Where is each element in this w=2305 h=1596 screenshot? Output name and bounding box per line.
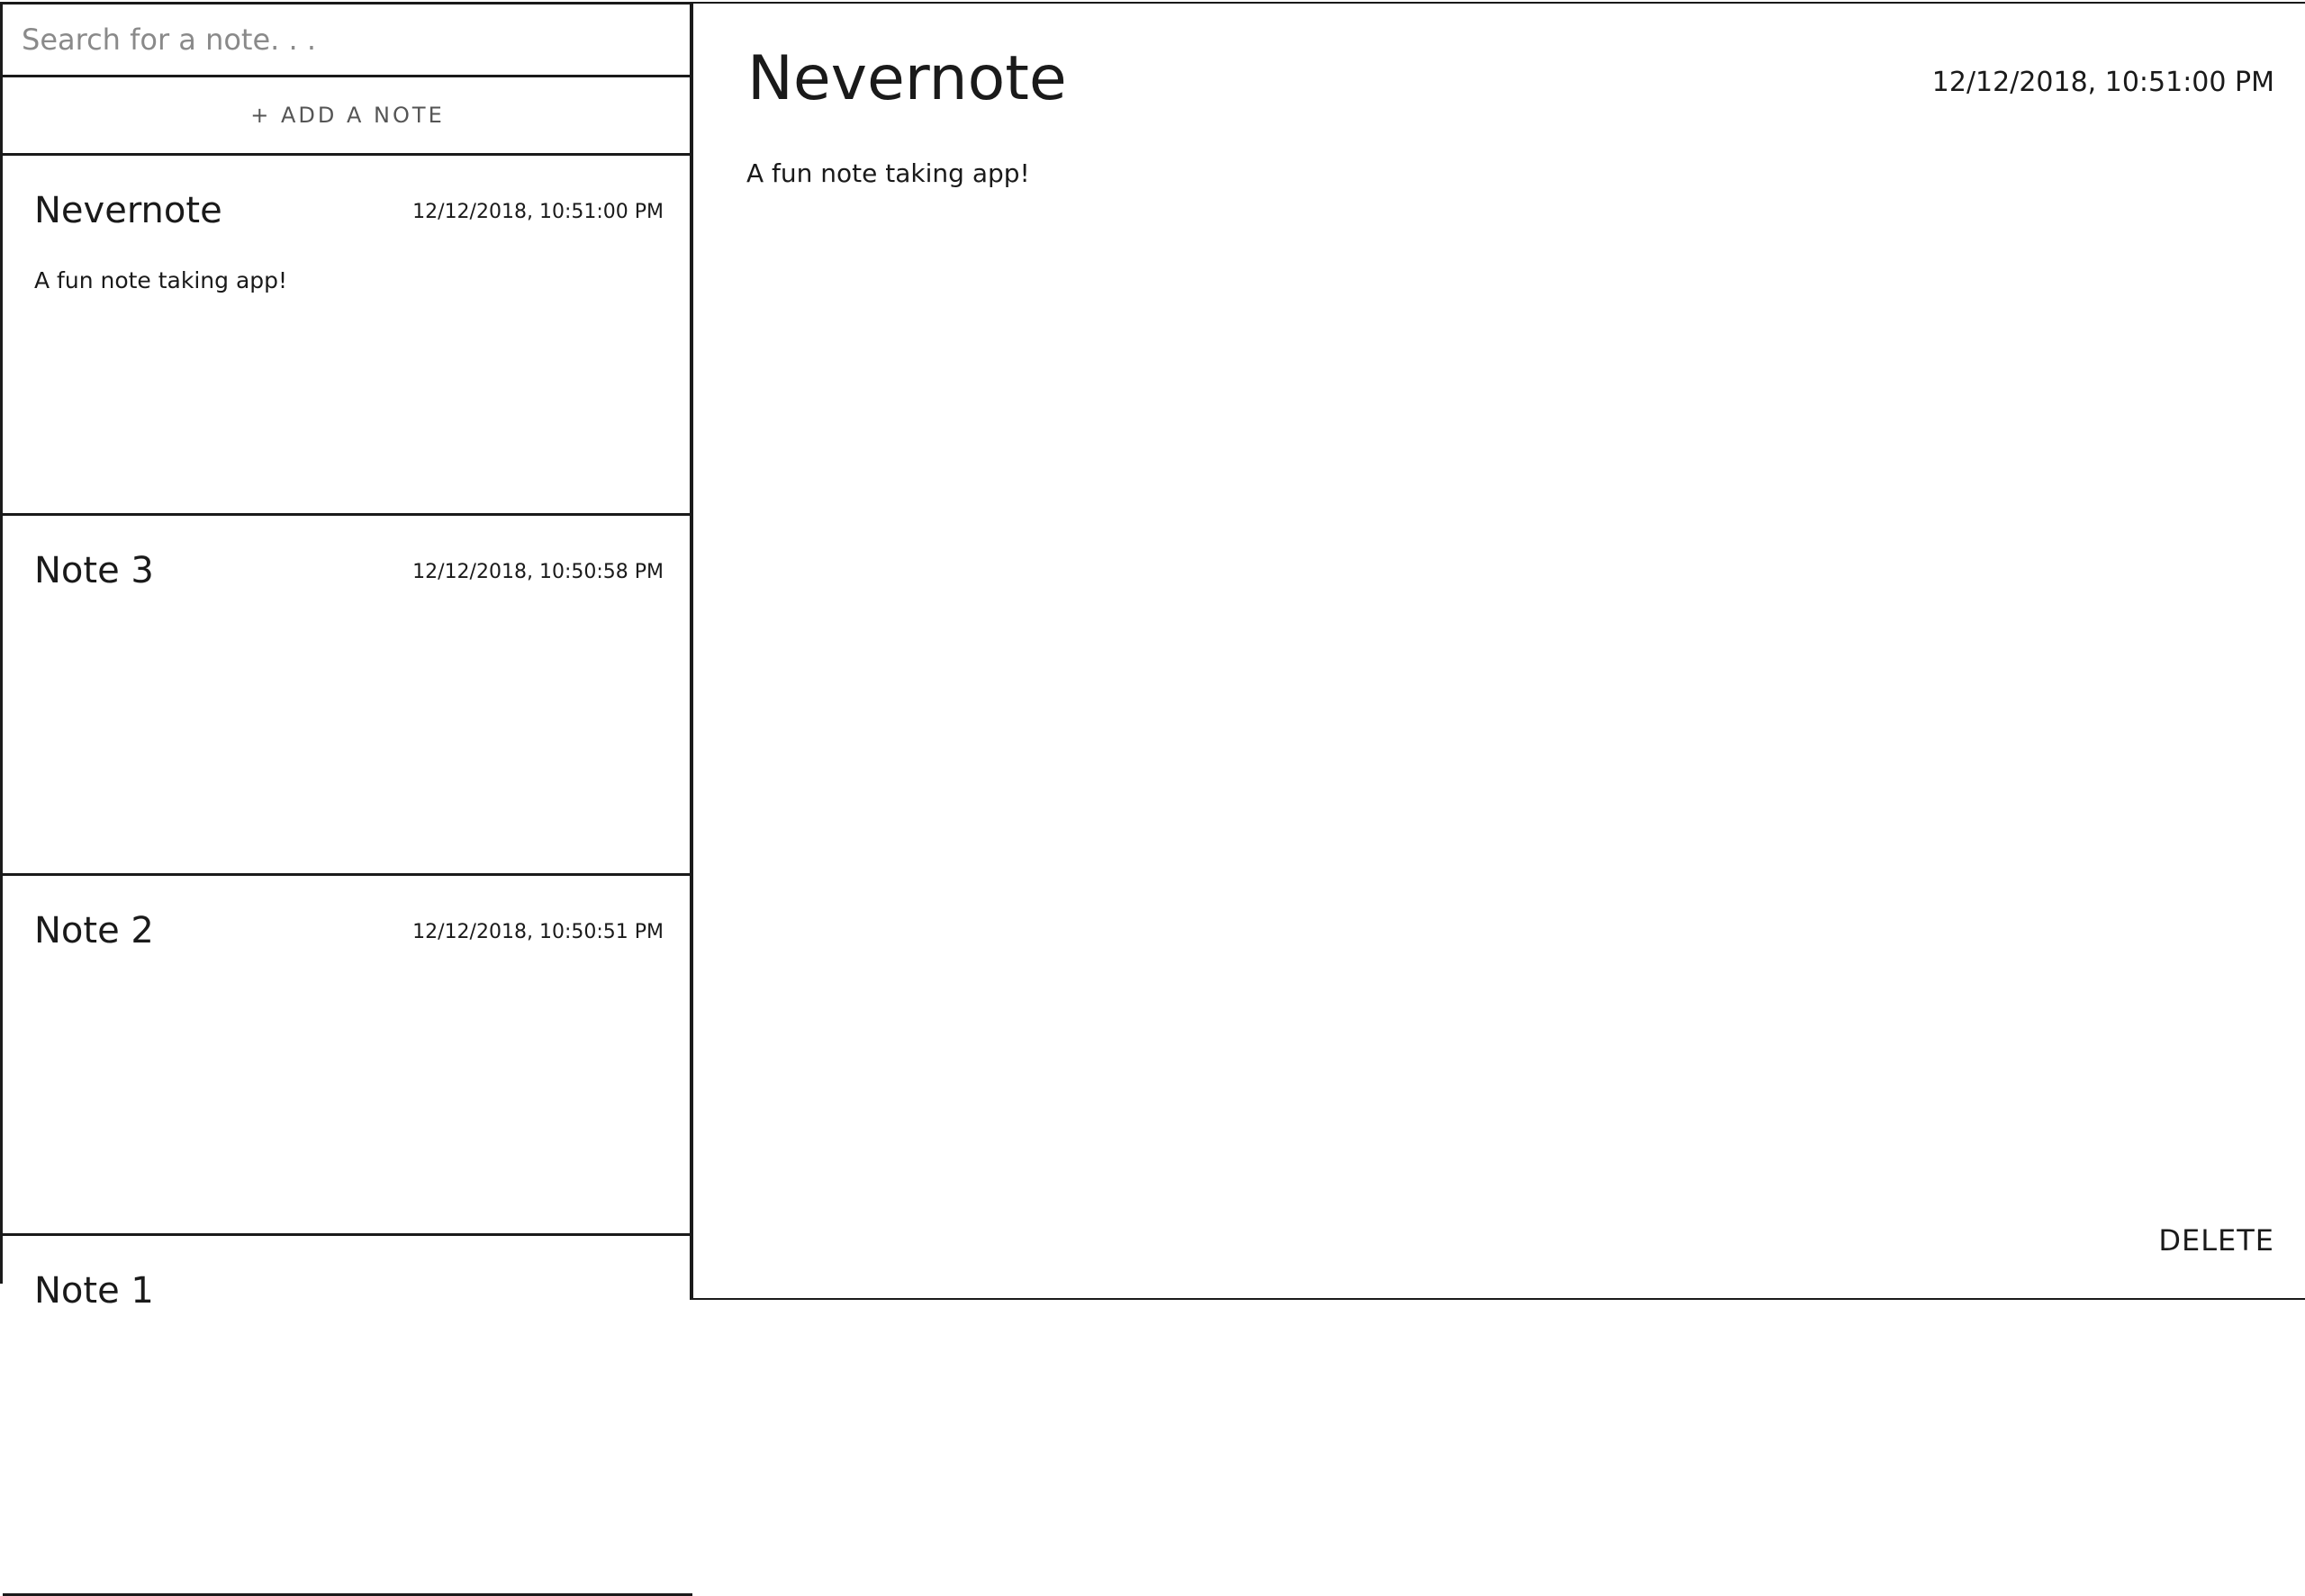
note-list-item[interactable]	[3, 156, 692, 516]
note-list	[3, 156, 692, 1596]
note-title: Note 3	[34, 550, 154, 591]
editor-date: 12/12/2018, 10:51:00 PM	[1931, 67, 2274, 98]
search-bar	[3, 2, 692, 77]
editor-body[interactable]: A fun note taking app!	[746, 158, 1030, 188]
note-title: Nevernote	[34, 190, 222, 231]
editor-title[interactable]: Nevernote	[747, 43, 1067, 114]
note-list-item[interactable]	[3, 516, 692, 876]
sidebar	[0, 2, 692, 1312]
note-editor	[690, 2, 2305, 1300]
note-date: 12/12/2018, 10:51:00 PM	[412, 201, 664, 223]
add-note-button[interactable]	[3, 77, 692, 156]
note-list-item[interactable]	[3, 876, 692, 1236]
note-title: Note 2	[34, 910, 154, 951]
note-date: 12/12/2018, 10:50:58 PM	[412, 561, 664, 583]
note-date: 12/12/2018, 10:50:51 PM	[412, 921, 664, 943]
note-list-item[interactable]	[3, 1236, 692, 1596]
delete-button[interactable]: DELETE	[2158, 1223, 2274, 1258]
note-title: Note 1	[34, 1270, 154, 1312]
note-preview: A fun note taking app!	[34, 267, 288, 293]
search-input[interactable]	[3, 5, 692, 75]
add-note-label: + ADD A NOTE	[250, 103, 445, 128]
